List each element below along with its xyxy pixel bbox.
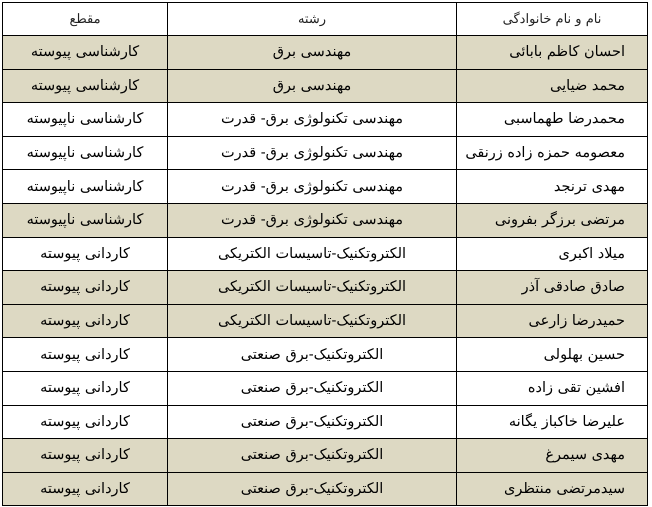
table-row — [3, 304, 648, 338]
table-body — [3, 36, 648, 506]
cell-name: معصومه حمزه زاده زرنقی — [457, 136, 648, 170]
header-field: رشته — [168, 3, 457, 36]
table-row — [3, 271, 648, 305]
cell-degree: کاردانی پیوسته — [3, 304, 168, 338]
table-row — [3, 371, 648, 405]
cell-degree: کارشناسی ناپیوسته — [3, 136, 168, 170]
cell-name: افشین تقی زاده — [457, 371, 648, 405]
cell-field: الکتروتکنیک-تاسیسات الکتریکی — [168, 237, 457, 271]
table-row — [3, 203, 648, 237]
table-row — [3, 36, 648, 70]
cell-name: محمد ضیایی — [457, 69, 648, 103]
cell-degree: کاردانی پیوسته — [3, 271, 168, 305]
cell-degree: کاردانی پیوسته — [3, 237, 168, 271]
cell-field: الکتروتکنیک-تاسیسات الکتریکی — [168, 271, 457, 305]
cell-field: مهندسی برق — [168, 36, 457, 70]
cell-degree: کارشناسی ناپیوسته — [3, 203, 168, 237]
cell-name: سیدمرتضی منتظری — [457, 472, 648, 506]
cell-field: الکتروتکنیک-تاسیسات الکتریکی — [168, 304, 457, 338]
cell-degree: کاردانی پیوسته — [3, 472, 168, 506]
cell-name: حسین بهلولی — [457, 338, 648, 372]
cell-field: مهندسی تکنولوژی برق- قدرت — [168, 170, 457, 204]
cell-field: مهندسی تکنولوژی برق- قدرت — [168, 103, 457, 137]
students-table-container — [2, 2, 647, 501]
cell-name: احسان کاظم بابائی — [457, 36, 648, 70]
table-row — [3, 170, 648, 204]
table-row — [3, 136, 648, 170]
table-row — [3, 338, 648, 372]
cell-name: مهدی سیمرغ — [457, 439, 648, 473]
cell-field: الکتروتکنیک-برق صنعتی — [168, 405, 457, 439]
cell-degree: کارشناسی ناپیوسته — [3, 103, 168, 137]
table-row — [3, 472, 648, 506]
cell-field: مهندسی تکنولوژی برق- قدرت — [168, 136, 457, 170]
header-row — [3, 3, 648, 36]
header-name: نام و نام خانوادگی — [457, 3, 648, 36]
table-row — [3, 439, 648, 473]
cell-degree: کاردانی پیوسته — [3, 371, 168, 405]
cell-degree: کارشناسی ناپیوسته — [3, 170, 168, 204]
cell-field: الکتروتکنیک-برق صنعتی — [168, 338, 457, 372]
cell-field: الکتروتکنیک-برق صنعتی — [168, 371, 457, 405]
cell-name: علیرضا خاکباز یگانه — [457, 405, 648, 439]
cell-name: محمدرضا طهماسبی — [457, 103, 648, 137]
cell-name: مرتضی برزگر بفرونی — [457, 203, 648, 237]
cell-degree: کارشناسی پیوسته — [3, 36, 168, 70]
cell-name: مهدی ترنجد — [457, 170, 648, 204]
table-row — [3, 69, 648, 103]
cell-field: مهندسی تکنولوژی برق- قدرت — [168, 203, 457, 237]
table-row — [3, 237, 648, 271]
header-degree: مقطع — [3, 3, 168, 36]
cell-degree: کارشناسی پیوسته — [3, 69, 168, 103]
cell-degree: کاردانی پیوسته — [3, 338, 168, 372]
cell-name: حمیدرضا زارعی — [457, 304, 648, 338]
table-row — [3, 103, 648, 137]
cell-degree: کاردانی پیوسته — [3, 439, 168, 473]
table-row — [3, 405, 648, 439]
cell-name: میلاد اکبری — [457, 237, 648, 271]
cell-field: الکتروتکنیک-برق صنعتی — [168, 439, 457, 473]
cell-name: صادق صادقی آذر — [457, 271, 648, 305]
students-table — [2, 2, 648, 506]
cell-degree: کاردانی پیوسته — [3, 405, 168, 439]
table-header — [3, 3, 648, 36]
cell-field: الکتروتکنیک-برق صنعتی — [168, 472, 457, 506]
cell-field: مهندسی برق — [168, 69, 457, 103]
